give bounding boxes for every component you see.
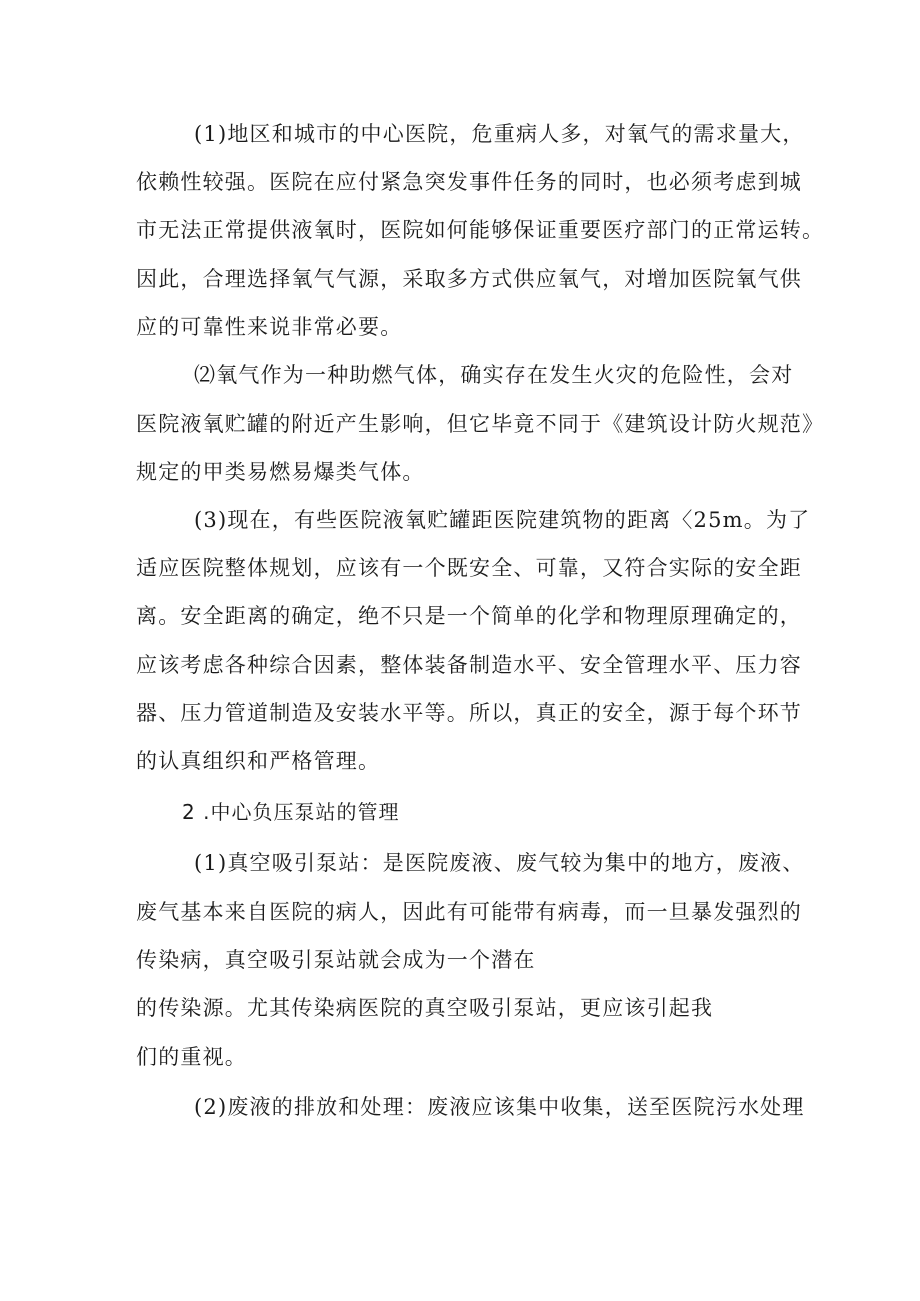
paragraph-2-line-2: 医院液氧贮罐的附近产生影响，但它毕竟不同于《建筑设计防火规范》 bbox=[136, 412, 825, 436]
paragraph-4-line-1: (1)真空吸引泵站：是医院废液、废气较为集中的地方，废液、 bbox=[194, 851, 805, 875]
paragraph-3-line-4: 应该考虑各种综合因素，整体装备制造水平、安全管理水平、压力容 bbox=[136, 653, 802, 677]
paragraph-4-line-4: 的传染源。尤其传染病医院的真空吸引泵站，更应该引起我 bbox=[136, 996, 714, 1020]
paragraph-3-line-1: (3)现在，有些医院液氧贮罐距医院建筑物的距离〈25m。为了 bbox=[194, 508, 811, 532]
paragraph-3-line-2: 适应医院整体规划，应该有一个既安全、可靠，又符合实际的安全距 bbox=[136, 556, 802, 580]
paragraph-2-line-1: ⑵氧气作为一种助燃气体，确实存在发生火灾的危险性，会对 bbox=[194, 363, 794, 387]
paragraph-1-line-5: 应的可靠性来说非常必要。 bbox=[136, 315, 403, 339]
paragraph-4-line-2: 废气基本来自医院的病人，因此有可能带有病毒，而一旦暴发强烈的 bbox=[136, 900, 802, 924]
paragraph-1-line-3: 市无法正常提供液氧时，医院如何能够保证重要医疗部门的正常运转。 bbox=[136, 218, 825, 242]
paragraph-3-line-6: 的认真组织和严格管理。 bbox=[136, 749, 381, 773]
paragraph-4-line-3: 传染病，真空吸引泵站就会成为一个潜在 bbox=[136, 948, 536, 972]
paragraph-4-line-5: 们的重视。 bbox=[136, 1045, 247, 1069]
paragraph-3-line-5: 器、压力管道制造及安装水平等。所以，真正的安全，源于每个环节 bbox=[136, 701, 802, 725]
section-heading: 2 .中心负压泵站的管理 bbox=[182, 800, 400, 824]
paragraph-1-line-1: (1)地区和城市的中心医院，危重病人多，对氧气的需求量大， bbox=[194, 122, 805, 146]
paragraph-1-line-2: 依赖性较强。医院在应付紧急突发事件任务的同时，也必须考虑到城 bbox=[136, 170, 802, 194]
paragraph-2-line-3: 规定的甲类易燃易爆类气体。 bbox=[136, 460, 425, 484]
paragraph-3-line-3: 离。安全距离的确定，绝不只是一个简单的化学和物理原理确定的， bbox=[136, 604, 802, 628]
paragraph-1-line-4: 因此，合理选择氧气气源，采取多方式供应氧气，对增加医院氧气供 bbox=[136, 267, 802, 291]
paragraph-5-line-1: (2)废液的排放和处理：废液应该集中收集，送至医院污水处理 bbox=[194, 1095, 805, 1119]
